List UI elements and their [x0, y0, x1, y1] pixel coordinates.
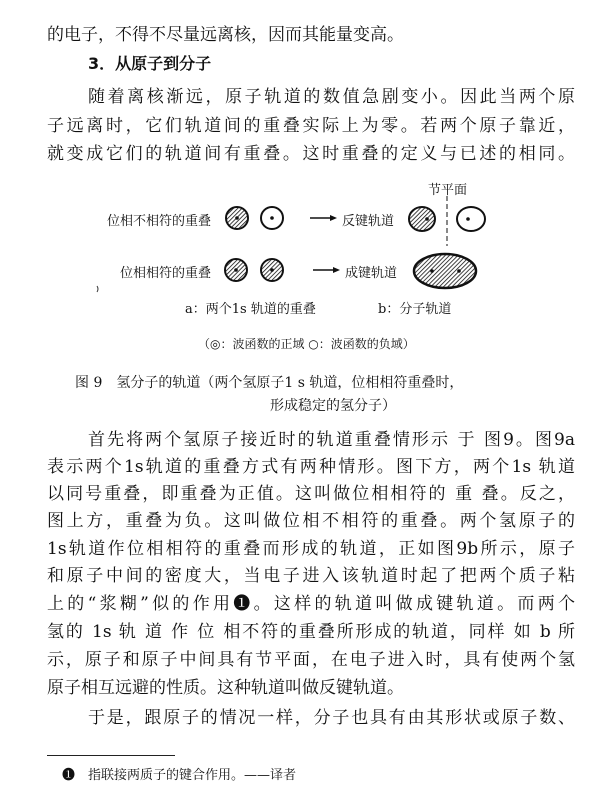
text-line: 以同号重叠，即重叠为正值。这叫做位相相符的 重 叠。反之， — [47, 484, 575, 504]
arrow-icon — [310, 215, 337, 221]
text-line: 于是，跟原子的情况一样，分子也具有由其形状或原子数、 — [88, 708, 575, 728]
legend: （◎：波函数的正域 ○：波函数的负域） — [198, 337, 415, 351]
antibonding-label: 反键轨道 — [342, 214, 395, 229]
arrow-icon — [313, 267, 340, 273]
subcaption-b: b：分子轨道 — [378, 302, 452, 317]
text-line: 的电子，不得不尽量远离核，因而其能量变高。 — [47, 25, 404, 45]
text-line: 氢的 1s 轨 道 作 位 相不符的重叠所形成的轨道，同样 如 b 所 — [47, 622, 575, 642]
subcaption-a: a：两个1s 轨道的重叠 — [185, 302, 316, 317]
antibonding-overlap-orbitals — [226, 207, 283, 229]
antibonding-orbital — [409, 196, 485, 246]
bonding-overlap-orbitals — [225, 259, 283, 281]
text-line: 就变成它们的轨道间有重叠。这时重叠的定义与已述的相同。 — [47, 144, 575, 164]
bonding-label: 成键轨道 — [345, 266, 398, 281]
text-line: 和原子中间的密度大，当电子进入该轨道时起了把两个质子粘 — [47, 566, 575, 586]
text-line: 原子相互远避的性质。这种轨道叫做反键轨道。 — [47, 678, 404, 698]
figure-caption: 图 9 氢分子的轨道（两个氢原子1 s 轨道，位相相符重叠时， — [75, 375, 464, 391]
footnote-divider — [47, 755, 175, 756]
row1-label: 位相不相符的重叠 — [107, 214, 212, 229]
row2-label: 位相相符的重叠 — [120, 266, 212, 281]
text-line: 表示两个1s轨道的重叠方式有两种情形。图下方，两个1s 轨道 — [47, 457, 575, 477]
text-line: 上的“浆糊”似的作用❶。这样的轨道叫做成键轨道。而两个 — [47, 594, 575, 614]
text-line: 随着离核渐远，原子轨道的数值急剧变小。因此当两个原 — [88, 87, 575, 107]
nodal-plane-label: 节平面 — [428, 183, 468, 198]
text-line: 首先将两个氢原子接近时的轨道重叠情形示 于 图9。图9a — [88, 430, 575, 450]
bonding-orbital — [414, 254, 476, 288]
footnote: ❶ 指联接两质子的键合作用。——译者 — [62, 768, 297, 783]
text-line: 子远离时，它们轨道间的重叠实际上为零。若两个原子靠近， — [47, 116, 575, 136]
figure-caption-cont: 形成稳定的氢分子） — [270, 398, 396, 414]
text-line: 1s轨道作位相相符的重叠而形成的轨道，正如图9b所示，原子 — [47, 539, 575, 559]
text-line: 示，原子和原子中间具有节平面，在电子进入时，具有使两个氢 — [47, 650, 575, 670]
scan-mark — [97, 286, 98, 292]
section-heading: 3．从原子到分子 — [88, 54, 212, 73]
text-line: 图上方，重叠为负。这叫做位相不相符的重叠。两个氢原子的 — [47, 511, 575, 531]
